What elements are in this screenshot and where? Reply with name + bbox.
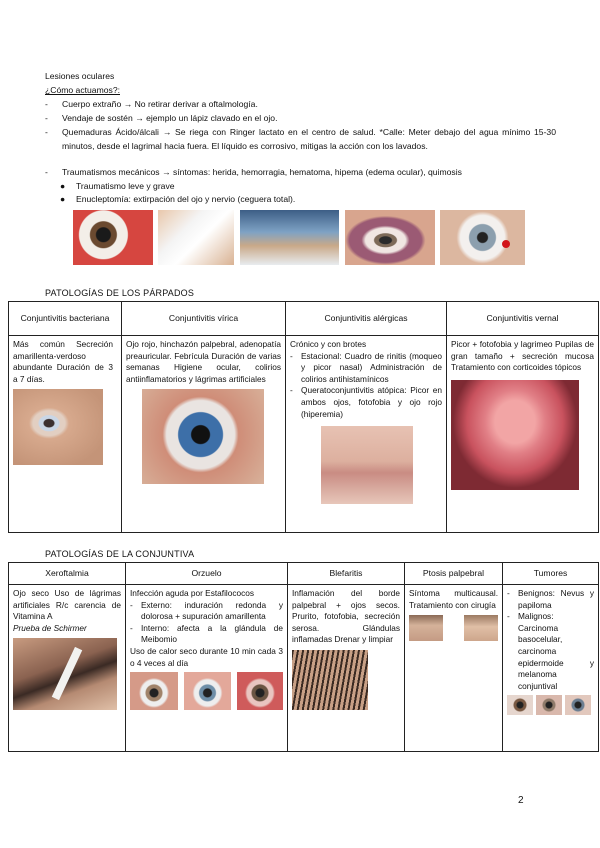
header-vernal: Conjuntivitis vernal	[447, 302, 599, 336]
header-tumores: Tumores	[503, 563, 599, 585]
header-ptosis: Ptosis palpebral	[405, 563, 503, 585]
round-bullet: ●	[60, 194, 66, 204]
list-item: Quemaduras Ácido/álcali → Se riega con Ringer lactato en el centro de salud. *Calle: Meter debajo del agua mínimo 15-30 minutos, desde el lagrimal hacia fuera. El líquido es corrosivo, mitigas la acción con los lavados.	[62, 127, 556, 151]
ptosis-photo	[464, 615, 498, 641]
header-virica: Conjuntivitis vírica	[122, 302, 286, 336]
list-item: - Benignos: Nevus y papiloma	[507, 588, 594, 611]
list-item: - Estacional: Cuadro de rinitis (moqueo y picor nasal) Administración de colirios antihistamínicos	[290, 351, 442, 386]
header-bacteriana: Conjuntivitis bacteriana	[9, 302, 122, 336]
eye-injury-photo	[73, 210, 153, 265]
cell-tumores	[503, 585, 599, 752]
conjuntiva-table	[8, 562, 599, 752]
header-xeroftalmia: Xeroftalmia	[9, 563, 126, 585]
header-orzuelo: Orzuelo	[126, 563, 288, 585]
stye-photo	[184, 672, 232, 710]
schirmer-test-photo	[13, 638, 117, 710]
cell-text: Uso de calor seco durante 10 min cada 3 o 4 veces al día	[130, 645, 283, 668]
viral-eye-photo	[142, 389, 264, 484]
allergic-eyes-photo	[321, 426, 413, 504]
vernal-eye-photo	[451, 380, 579, 490]
list-item: Cuerpo extraño → No retirar derivar a oftalmología.	[62, 99, 258, 109]
dash-bullet: -	[45, 113, 48, 123]
list-item: Vendaje de sostén → ejemplo un lápiz clavado en el ojo.	[62, 113, 278, 123]
page-number: 2	[518, 795, 524, 806]
cell-text: Más común Secreción amarillenta-verdoso abundante Duración de 3 a 7 días.	[13, 339, 113, 384]
cell-text: Crónico y con brotes	[290, 339, 367, 349]
cell-ptosis	[405, 585, 503, 752]
tumor-photo	[536, 695, 562, 715]
eye-hematoma-photo	[345, 210, 435, 265]
cell-text: Infección aguda por Estafilococos	[130, 588, 255, 598]
list-item: - Queratoconjuntivitis atópica: Picor en ambos ojos, fotofobia y ojo rojo (hiperemia)	[290, 385, 442, 420]
cell-text: Picor + fotofobia y lagrimeo Pupilas de gran tamaño + secreción mucosa Tratamiento con corticoides tópicos	[451, 339, 594, 373]
list-item: Traumatismos mecánicos → síntomas: herida, hemorragia, hematoma, hipema (edema ocular), quimosis	[62, 167, 462, 177]
eye-hyphema-photo	[440, 210, 525, 265]
eye-wash-photo	[240, 210, 339, 265]
tumor-photo	[507, 695, 533, 715]
stye-photo	[130, 672, 178, 710]
ptosis-photo	[409, 615, 443, 641]
sub-list-item: Traumatismo leve y grave	[76, 181, 175, 191]
schirmer-label: Prueba de Schirmer	[13, 622, 87, 633]
dash-bullet: -	[45, 99, 48, 109]
cell-orzuelo	[126, 585, 288, 752]
blepharitis-photo	[292, 650, 368, 710]
cell-bacteriana	[9, 336, 122, 533]
cell-xeroftalmia	[9, 585, 126, 752]
header-blefaritis: Blefaritis	[288, 563, 405, 585]
cell-text: Ojo rojo, hinchazón palpebral, adenopatía preauricular. Febrícula Duración de varias semanas Higiene ocular, colirios antiinflamatorios y lágrimas artificiales	[126, 339, 281, 384]
list-item: - Interno: afecta a la glándula de Meibomio	[130, 623, 283, 646]
cell-virica	[122, 336, 286, 533]
sub-list-item: Enucleptomía: extirpación del ojo y nervio (ceguera total).	[76, 194, 296, 204]
section-title-parpados: PATOLOGÍAS DE LOS PÁRPADOS	[45, 288, 195, 298]
section-title-lesiones: Lesiones oculares	[45, 71, 115, 81]
list-item: - Externo: induración redonda y dolorosa + supuración amarillenta	[130, 600, 283, 623]
cell-blefaritis	[288, 585, 405, 752]
tumor-photo	[565, 695, 591, 715]
round-bullet: ●	[60, 181, 66, 191]
cell-text: Ojo seco Uso de lágrimas artificiales R/c carencia de Vitamina A	[13, 588, 121, 622]
bacterial-eye-photo	[13, 389, 103, 465]
cell-text: Inflamación del borde palpebral + ojos secos. Prurito, fotofobia, secreción serosa. Glándulas inflamadas Drenar y limpiar	[292, 588, 400, 645]
cell-vernal	[447, 336, 599, 533]
stye-photo	[237, 672, 283, 710]
cell-alergicas	[286, 336, 447, 533]
eye-bandage-photo	[158, 210, 234, 265]
section-title-conjuntiva: PATOLOGÍAS DE LA CONJUNTIVA	[45, 549, 195, 559]
dash-bullet: -	[45, 127, 48, 137]
dash-bullet: -	[45, 167, 48, 177]
parpados-table	[8, 301, 599, 533]
list-item: - Malignos: Carcinoma basocelular, carcinoma epidermoide y melanoma conjuntival	[507, 611, 594, 692]
header-alergicas: Conjuntivitis alérgicas	[286, 302, 447, 336]
cell-text: Síntoma multicausal. Tratamiento con cirugía	[409, 588, 498, 610]
question-heading: ¿Cómo actuamos?:	[45, 85, 120, 95]
